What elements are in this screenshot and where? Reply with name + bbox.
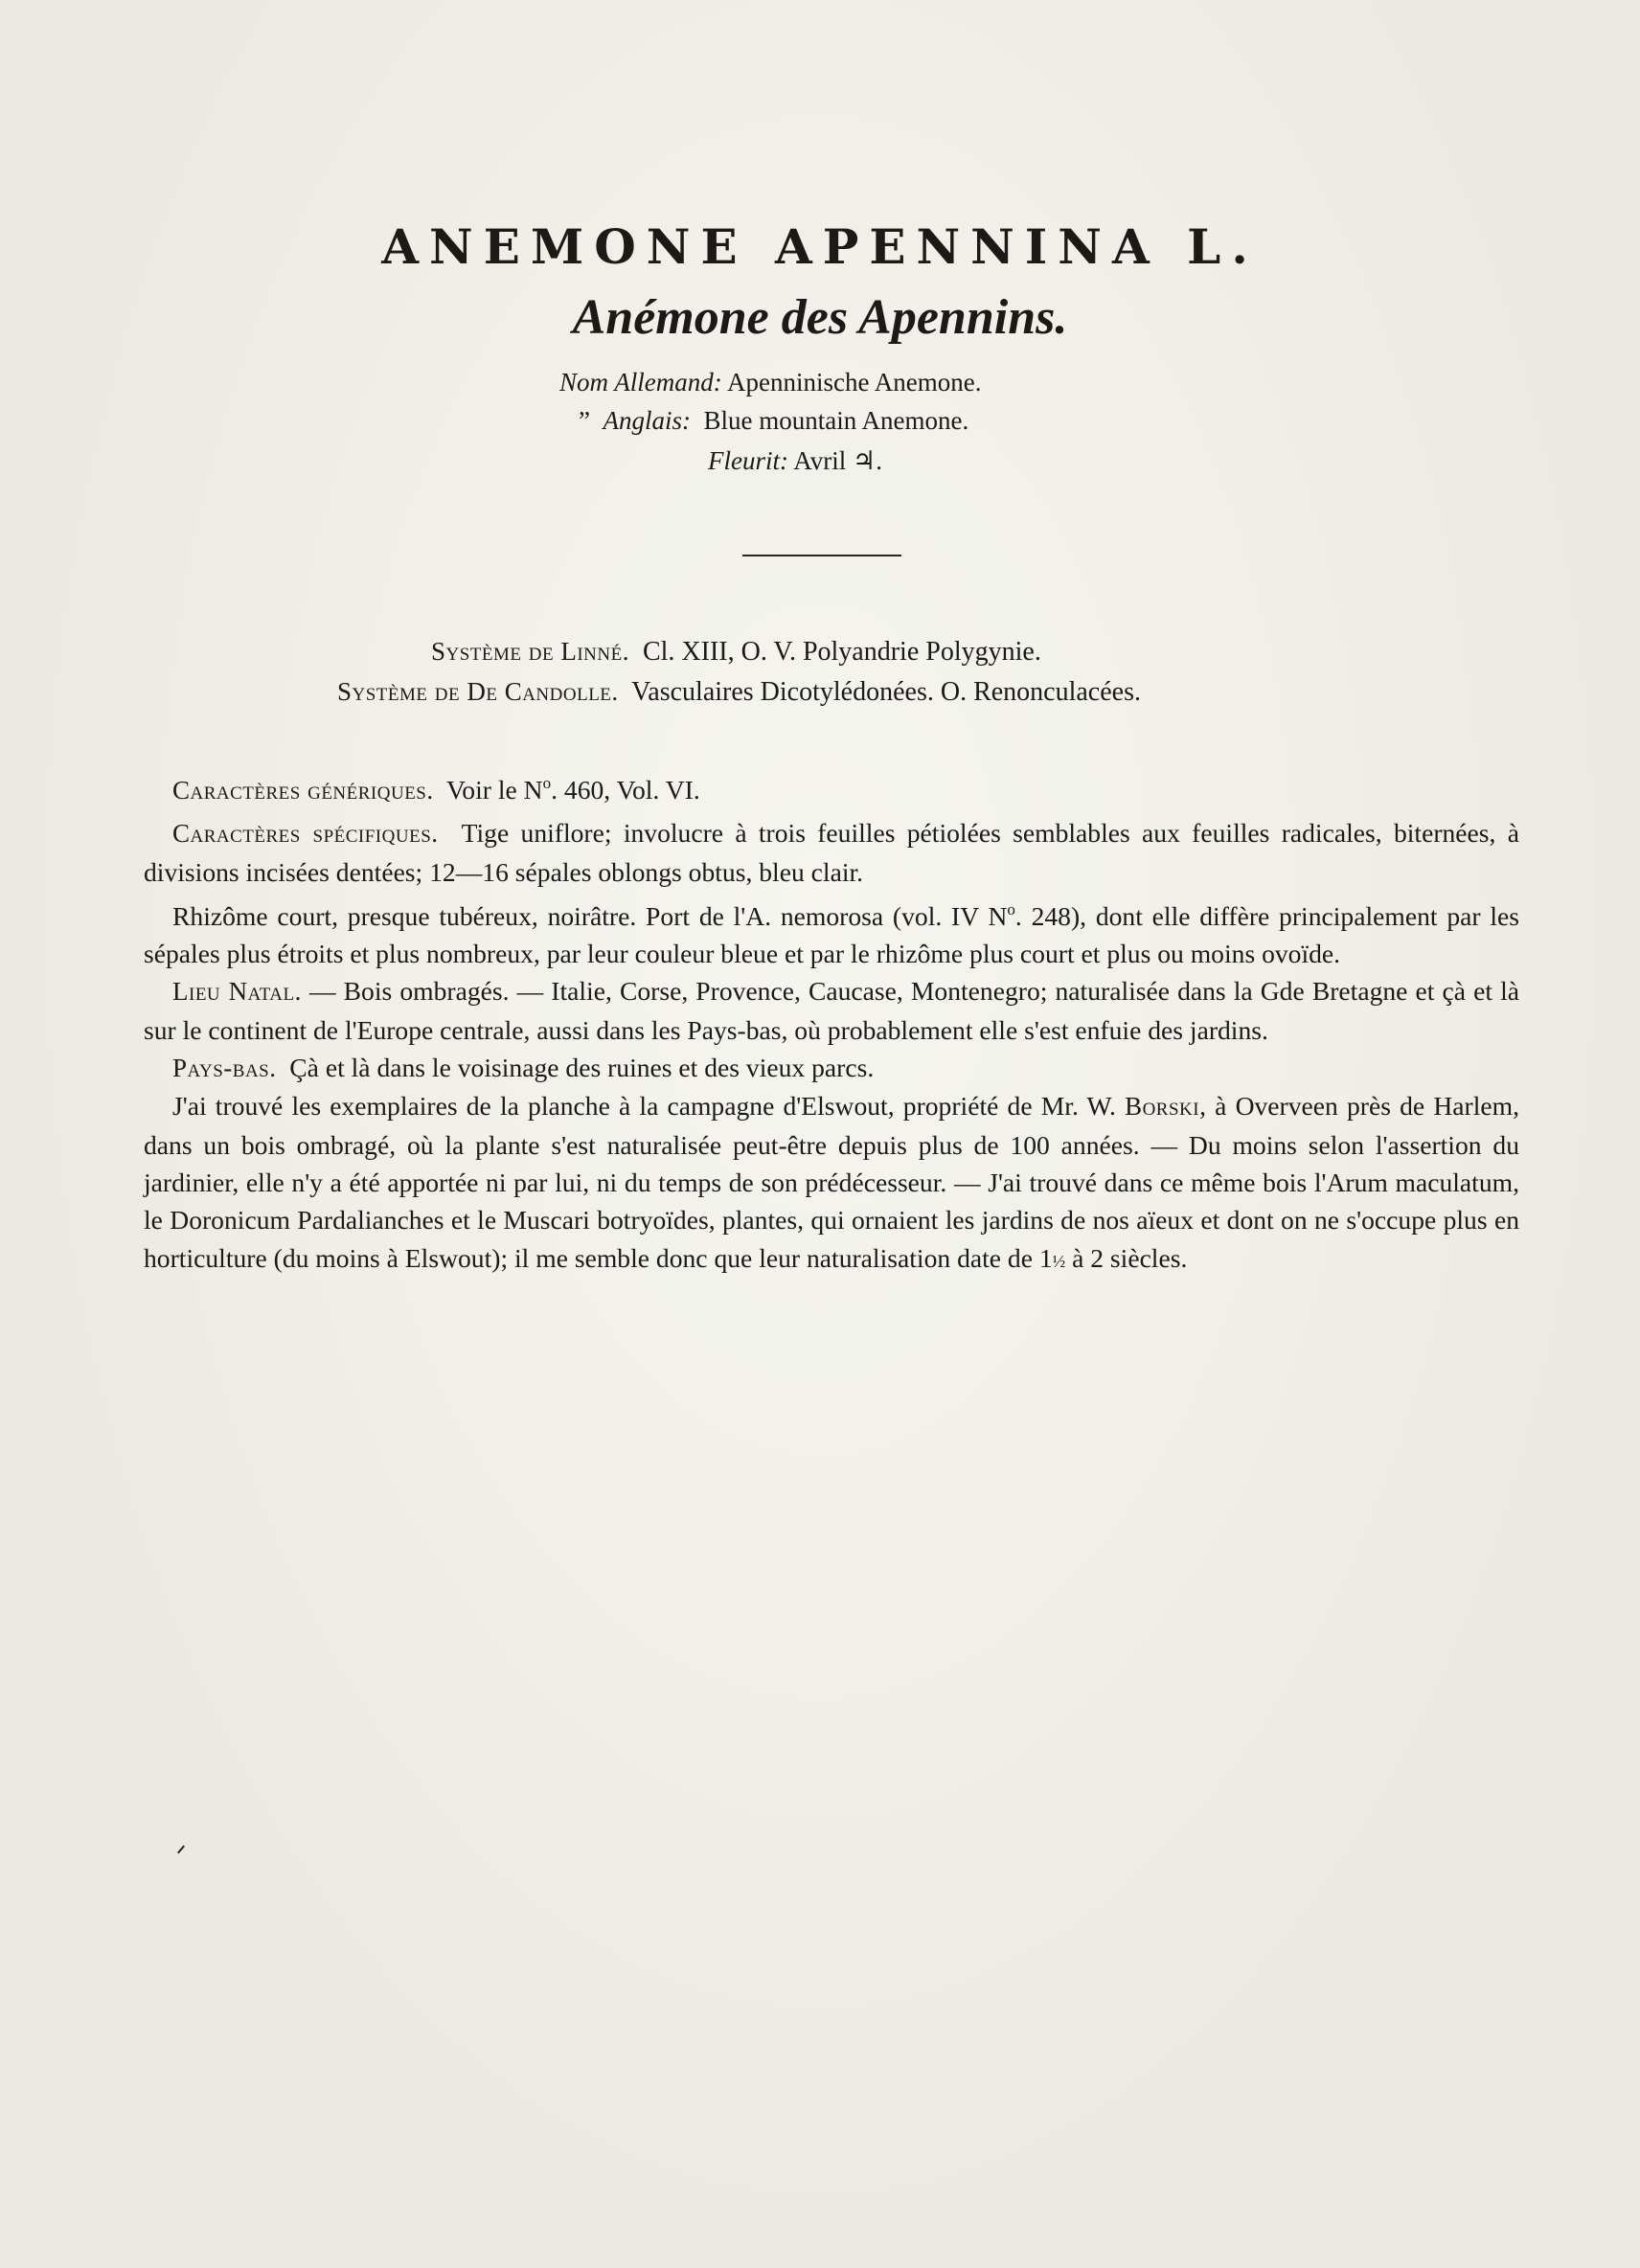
section-label: Pays-bas.	[172, 1054, 277, 1083]
name-value: Blue mountain Anemone.	[703, 406, 969, 435]
superscript: o	[542, 774, 552, 792]
name-row-flowering	[708, 442, 882, 479]
paragraph-text: , à Overveen près de Harlem, dans un bois ombragé, où la plante s'est naturalisée peut-être depuis plus de 100 années. — Du moins selon l'assertion du jardinier, elle n'y a été apportée ni par lui, ni du temps de son prédécesseur. — J'ai trouvé dans ce même bois l'Arum maculatum, le Doronicum Pardalianches et le Muscari botryoïdes, plantes, qui ornaient les jardins de nos aïeux et dont on ne s'occupe plus en horticulture (du moins à Elswout); il me semble donc que leur naturalisation date de 1	[144, 1091, 1519, 1273]
title-divider	[742, 555, 901, 556]
system-de-candolle	[337, 672, 1141, 712]
page-title: ANEMONE APENNINA L.	[381, 218, 1259, 275]
stray-mark	[177, 1846, 185, 1854]
rhizome-paragraph	[144, 891, 1519, 973]
fraction: ½	[1052, 1251, 1066, 1271]
observation-paragraph	[144, 1087, 1519, 1280]
paragraph-text: Çà et là dans le voisinage des ruines et des vieux parcs.	[289, 1053, 875, 1083]
name-label: Anglais:	[603, 406, 691, 435]
page-subtitle: Anémone des Apennins.	[572, 290, 1068, 345]
native-habitat	[144, 972, 1519, 1049]
specific-characters	[144, 814, 1519, 891]
name-row-german	[559, 364, 981, 400]
ditto-mark: ”	[579, 406, 590, 435]
system-label: Système de Linné.	[431, 637, 629, 666]
paragraph-text: Voir le N	[445, 775, 543, 805]
person-name: Borski	[1125, 1092, 1200, 1122]
netherlands-paragraph	[144, 1049, 1519, 1087]
system-label: Système de De Candolle.	[337, 677, 619, 706]
section-label: Lieu Natal.	[172, 977, 302, 1007]
name-label: Nom Allemand:	[559, 368, 722, 397]
paragraph-text: — Bois ombragés. — Italie, Corse, Provence, Caucase, Montenegro; naturalisée dans la Gde Bretagne et çà et là sur le continent de l'Europe centrale, aussi dans les Pays-bas, où probablement elle s'est enfuie des jardins.	[144, 976, 1519, 1045]
generic-characters	[144, 764, 1519, 809]
name-label: Fleurit:	[708, 446, 788, 475]
section-label: Caractères génériques.	[172, 776, 434, 805]
system-value: Cl. XIII, O. V. Polyandrie Polygynie.	[642, 637, 1041, 667]
name-value: Apenninische Anemone.	[727, 368, 982, 397]
system-linne	[431, 632, 1041, 671]
name-value: Avril ♃.	[793, 446, 882, 475]
description	[144, 764, 1519, 1281]
paragraph-text: . 460, Vol. VI.	[551, 775, 700, 805]
name-row-english	[579, 402, 968, 439]
section-label: Caractères spécifiques.	[172, 819, 439, 849]
paragraph-text: . 248), dont elle diffère principalement par les sépales plus étroits et plus nombreux, par leur couleur bleue et par le rhizôme plus court et plus ou moins ovoïde.	[144, 900, 1519, 969]
superscript: o	[1007, 899, 1015, 919]
system-value: Vasculaires Dicotylédonées. O. Renonculacées.	[631, 677, 1141, 707]
paragraph-text: à 2 siècles.	[1065, 1242, 1188, 1273]
paragraph-text: J'ai trouvé les exemplaires de la planche à la campagne d'Elswout, propriété de Mr. W.	[172, 1091, 1126, 1122]
paragraph-text: Tige uniflore; involucre à trois feuilles pétiolées semblables aux feuilles radicales, biternées, à divisions incisées dentées; 12—16 sépales oblongs obtus, bleu clair.	[144, 818, 1519, 887]
paragraph-text: Rhizôme court, presque tubéreux, noirâtre. Port de l'A. nemorosa (vol. IV N	[172, 900, 1008, 931]
